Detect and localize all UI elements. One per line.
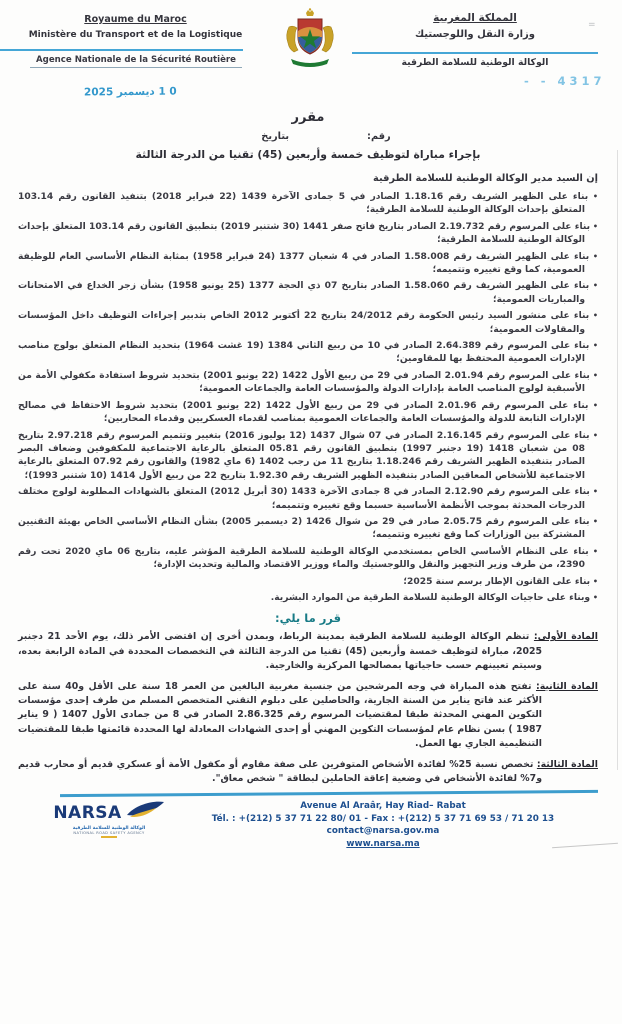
article-text: تفتح هذه المباراة في وجه المرشحين من جنسية مغربية البالغين من العمر 18 سنة على الأقل و40 سنة على الأكثر عند فاتح يناير من السنة الجارية، والحاصلين على دبلوم التقني المتخصص المسلم من طرف إحدى مؤسسات التكوين المهني المحدثة طبقا لمقتضيات المرسوم رقم 2.86.325 الصادر في 8 من جمادى الأول 1407 ( 9 يناير 1987 ) بسن نظام عام لمؤسسات التكوين المهني أو إحدى الشهادات المعادلة لها المحددة قائمتها طبقا للمقتضيات التنظيمية الجاري بها العمل. bbox=[18, 680, 542, 749]
consideration-item: • بناء على المرسوم رقم 2.64.389 الصادر في 10 من ربيع الثاني 1384 (19 غشت 1964) بتحديد النظام المتعلق بولوج مناصب الإدارات العمومية المحتفظ بها للمقاومين؛ bbox=[18, 339, 598, 367]
kingdom-title-fr: Royaume du Maroc bbox=[84, 14, 187, 25]
header-rule-arabic bbox=[352, 52, 598, 54]
article-label: المادة الأولى: bbox=[533, 631, 598, 643]
article-item bbox=[18, 680, 598, 751]
narsa-logo-goldbar bbox=[101, 836, 117, 838]
contact-block bbox=[174, 801, 622, 851]
article-label: المادة الثانية: bbox=[535, 680, 598, 692]
article-item bbox=[18, 630, 598, 673]
consideration-item: • بناء على المرسوم رقم 2.19.732 الصادر بتاريخ فاتح صفر 1441 (30 شتنبر 2019) بتطبيق القانون رقم 103.14 المتعلق بإحداث الوكالة الوطنية للسلامة الطرقية؛ bbox=[18, 220, 598, 248]
intro-line: إن السيد مدير الوكالة الوطنية للسلامة الطرقية bbox=[373, 173, 598, 184]
document-subject: بإجراء مباراة لتوظيف خمسة وأربعين (45) تقنيا من الدرجة الثالثة bbox=[135, 148, 481, 161]
footer-address: Avenue Al Araâr, Hay Riad– Rabat bbox=[300, 801, 466, 811]
consideration-item: • وبناء على حاجيات الوكالة الوطنية للسلامة الطرقية من الموارد البشرية. bbox=[18, 591, 598, 605]
consideration-item: • بناء على الظهير الشريف رقم 1.58.008 الصادر في 4 شعبان 1377 (24 فبراير 1958) بمثابة النظام الأساسي العام للوظيفة العمومية، كما وقع تغييره وتتميمه؛ bbox=[18, 250, 598, 278]
consideration-item: • بناء على النظام الأساسي الخاص بمستخدمي الوكالة الوطنية للسلامة الطرقية المؤشر عليه، بتاريخ 06 ماي 2020 تحت رقم 2390، من طرف وزير التجهيز والنقل واللوجستيك والماء ووزير الاقتصاد والمالية وتحديث الإدارة؛ bbox=[18, 545, 598, 573]
article-item bbox=[18, 758, 598, 786]
narsa-logo-tagline-ar: الوكالة الوطنية للسلامة الطرقية bbox=[72, 826, 146, 831]
consideration-item: • بناء على المرسوم رقم 2.12.90 الصادر في 8 جمادى الآخرة 1433 (30 أبريل 2012) المتعلق بالشهادات المطلوبة لولوج مختلف الدرجات المحدثة بموجب الأنظمة الأساسية حسبما وقع تغييره وتتميمه؛ bbox=[18, 485, 598, 513]
agency-title-ar: الوكالة الوطنية للسلامة الطرقية bbox=[401, 57, 549, 68]
header-arabic bbox=[352, 12, 598, 44]
consideration-item: • بناء على المرسوم رقم 2.01.94 الصادر في 29 من ربيع الأول 1422 (22 يونيو 2001) بتحديد شروط استفادة مكفولي الأمة من الأسبقية لولوج المناصب العامة بإدارات الدولة والمؤسسات العامة والجماعات العمومية؛ bbox=[18, 369, 598, 397]
document-footer bbox=[0, 801, 622, 851]
number-label: رقم: bbox=[367, 131, 391, 142]
date-ink-stamp: 0 1 ديسمبر 2025 bbox=[83, 85, 177, 99]
consideration-item: • بناء على القانون الإطار برسم سنة 2025؛ bbox=[18, 575, 598, 589]
consideration-item: • بناء على الظهير الشريف رقم 1.58.060 الصادر بتاريخ 07 ذي الحجة 1377 (25 يونيو 1958) بشأن زجر الخداع في الامتحانات والمباريات العمومية؛ bbox=[18, 279, 598, 307]
scan-edge-artifact bbox=[617, 150, 618, 770]
narsa-logo-tagline-en: NATIONAL ROAD SAFETY AGENCY bbox=[73, 831, 145, 835]
footer-divider bbox=[60, 790, 598, 797]
agency-title-fr: Agence Nationale de la Sécurité Routière bbox=[30, 55, 242, 68]
consideration-item: • بناء على منشور السيد رئيس الحكومة رقم 24/2012 بتاريخ 22 أكتوبر 2012 الخاص بتدبير إجراءات التوظيف داخل المؤسسات والمقاولات العمومية؛ bbox=[18, 309, 598, 337]
article-text: تخصص نسبة 25% لفائدة الأشخاص المتوفرين على صفة مقاوم أو مكفول الأمة أو عسكري قديم أو محارب قديم و7% لفائدة الأشخاص في وضعية إعاقة الحاملين لبطاقة " شخص معاق". bbox=[18, 759, 542, 785]
footer-email: contact@narsa.gov.ma bbox=[326, 826, 440, 836]
article-text: تنظم الوكالة الوطنية للسلامة الطرقية بمدينة الرباط، وبمدن أخرى إن اقتضى الأمر ذلك، يوم الأحد 21 دجنبر 2025، مباراة لتوظيف خمسة وأربعين (45) تقنيا من الدرجة الثالثة في التخصصات المحددة في المادة الرابعة بعده، وسيتم تعيينهم حسب حاجياتها بمصالحها المركزية والخارجية. bbox=[18, 631, 542, 671]
header-rule-french bbox=[0, 49, 243, 51]
narsa-logo-text: NARSA bbox=[53, 803, 122, 823]
kingdom-title-ar: المملكة المغربية bbox=[433, 12, 517, 24]
consideration-item: • بناء على المرسوم رقم 2.05.75 صادر في 29 من شوال 1426 (2 ديسمبر 2005) بشأن النظام الأساسي الخاص بهيئة التقنيين المشتركة بين الوزارات كما وقع تغييره وتتميمه؛ bbox=[18, 515, 598, 543]
ministry-title-ar: وزارة النقل واللوجستيك bbox=[414, 29, 536, 40]
article-label: المادة الثالثة: bbox=[536, 759, 598, 770]
narsa-swoosh-icon bbox=[125, 801, 165, 825]
document-body bbox=[0, 110, 622, 786]
document-title: مقرر bbox=[291, 110, 325, 125]
scan-artifact-mark: = bbox=[588, 20, 596, 30]
consideration-item: • بناء على المرسوم رقم 2.01.96 الصادر في 29 من ربيع الأول 1422 (22 يونيو 2001) بتحديد شروط الاحتفاظ في مصالح الإدارات التابعة للدولة والمؤسسات العامة والجماعات العمومية بمناصب لقدماء العسكريين وقدماء المحاربين؛ bbox=[18, 399, 598, 427]
narsa-logo bbox=[44, 801, 174, 851]
consideration-item: • بناء على المرسوم رقم 2.16.145 الصادر في 07 شوال 1437 (12 يوليوز 2016) بتغيير وتتميم المرسوم رقم 2.97.218 بتاريخ 08 من شعبان 1418 (19 دجنبر 1997) بتطبيق القانون رقم 05.81 المتعلق بالرعاية الاجتماعية للمكفوفين وضعاف البصر الصادر بتنفيذه الظهير الشريف رقم 1.18.246 بتاريخ 11 من رجب 1402 (6 ماي 1982) والقانون رقم 07.92 المتعلق بالرعاية الاجتماعية للأشخاص المعاقين الصادر بتنفيذه الظهير الشريف رقم 1.92.30 بتاريخ 22 من ربيع الأول 1414 (10 شتنبر 1993)؛ bbox=[18, 429, 598, 484]
decision-heading: قرر ما يلي: bbox=[275, 611, 341, 626]
morocco-coat-of-arms-icon bbox=[281, 7, 339, 75]
document-header bbox=[0, 0, 622, 102]
title-block bbox=[18, 110, 598, 161]
consideration-item: • بناء على الظهير الشريف رقم 1.18.16 الصادر في 5 جمادى الآخرة 1439 (22 فبراير 2018) بتنفيذ القانون رقم 103.14 المتعلق بإحداث الوكالة الوطنية للسلامة الطرقية؛ bbox=[18, 190, 598, 218]
number-date-row bbox=[36, 131, 616, 142]
registry-stamp-number: - - 4317 bbox=[524, 74, 606, 88]
header-french bbox=[28, 14, 243, 44]
articles-list bbox=[18, 630, 598, 786]
date-label: بتاريخ bbox=[261, 131, 290, 142]
footer-phone-fax: Tél. : +(212) 5 37 71 22 80/ 01 - Fax : +(212) 5 37 71 69 53 / 71 20 13 bbox=[211, 813, 555, 824]
considerations-list bbox=[18, 190, 598, 605]
footer-website: www.narsa.ma bbox=[346, 838, 420, 849]
ministry-title-fr: Ministère du Transport et de la Logistique bbox=[28, 30, 243, 40]
